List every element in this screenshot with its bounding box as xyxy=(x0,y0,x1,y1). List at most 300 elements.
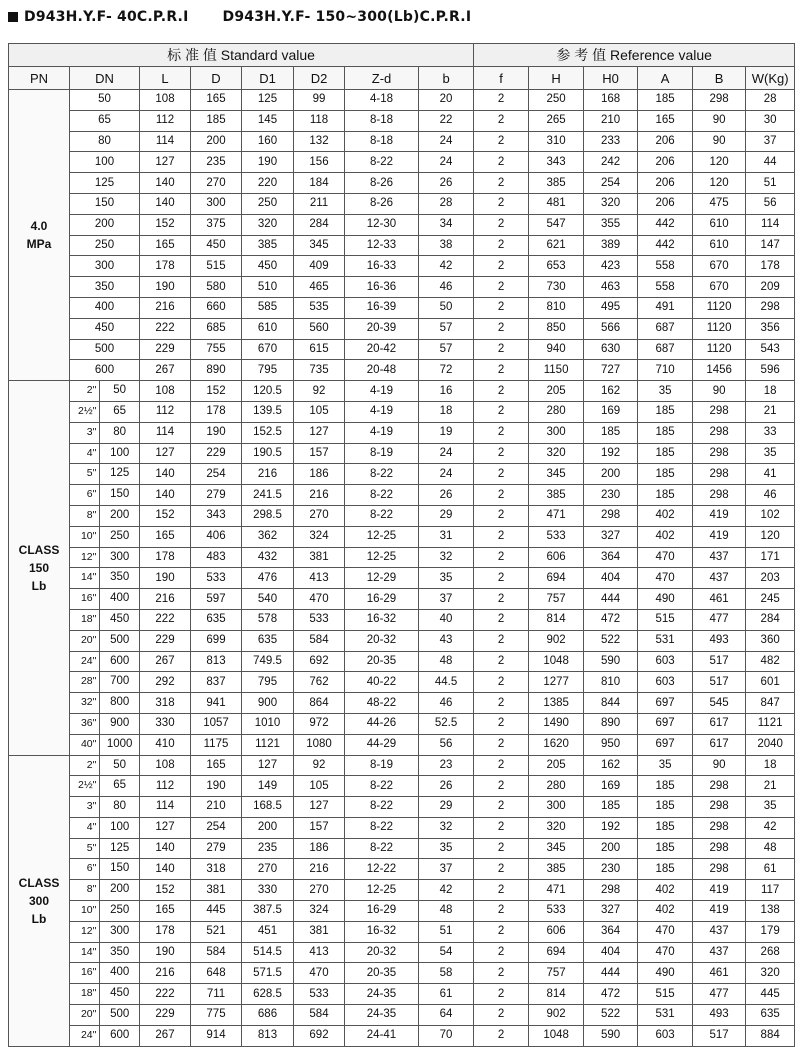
dn-mm: 80 xyxy=(113,800,127,813)
spec-table xyxy=(8,43,795,1047)
col-header: H0 xyxy=(584,67,638,90)
table-cell: 298 xyxy=(693,422,746,443)
table-cell: 168.5 xyxy=(242,797,294,818)
dn-inch: 18" xyxy=(70,610,100,630)
table-cell: 2 xyxy=(474,381,529,402)
table-cell: 972 xyxy=(294,713,345,734)
dn-cell xyxy=(70,713,140,734)
dn-inch: 5" xyxy=(70,839,100,859)
table-row xyxy=(9,901,795,922)
table-row xyxy=(9,339,795,360)
table-cell: 493 xyxy=(693,1005,746,1026)
table-cell: 360 xyxy=(746,630,795,651)
table-cell: 810 xyxy=(529,297,584,318)
table-cell: 270 xyxy=(294,505,345,526)
dn-inch: 8" xyxy=(70,880,100,900)
table-cell: 185 xyxy=(638,859,693,880)
table-cell: 711 xyxy=(191,984,242,1005)
table-cell: 40-22 xyxy=(345,672,419,693)
table-cell: 57 xyxy=(419,339,474,360)
dn-cell: 400 xyxy=(70,297,140,318)
table-cell: 185 xyxy=(638,776,693,797)
table-cell: 254 xyxy=(584,173,638,194)
dn-inch: 3" xyxy=(70,423,100,443)
table-cell: 710 xyxy=(638,360,693,381)
table-cell: 330 xyxy=(242,880,294,901)
table-cell: 615 xyxy=(294,339,345,360)
table-cell: 1120 xyxy=(693,318,746,339)
table-cell: 112 xyxy=(140,110,191,131)
dn-mm: 200 xyxy=(110,883,130,896)
table-cell: 617 xyxy=(693,713,746,734)
dn-mm: 65 xyxy=(113,779,127,792)
table-row xyxy=(9,110,795,131)
table-cell: 444 xyxy=(584,963,638,984)
table-cell: 12-22 xyxy=(345,859,419,880)
table-cell: 1277 xyxy=(529,672,584,693)
dn-mm: 400 xyxy=(110,592,130,605)
table-cell: 402 xyxy=(638,505,693,526)
col-header: PN xyxy=(9,67,70,90)
table-cell: 30 xyxy=(746,110,795,131)
table-cell: 48-22 xyxy=(345,693,419,714)
table-cell: 2 xyxy=(474,235,529,256)
table-cell: 419 xyxy=(693,901,746,922)
table-cell: 320 xyxy=(242,214,294,235)
col-header: f xyxy=(474,67,529,90)
table-cell: 185 xyxy=(638,443,693,464)
table-cell: 267 xyxy=(140,1025,191,1046)
table-cell: 670 xyxy=(693,277,746,298)
table-cell: 775 xyxy=(191,1005,242,1026)
table-cell: 279 xyxy=(191,838,242,859)
dn-mm: 125 xyxy=(110,841,130,854)
table-cell: 2 xyxy=(474,693,529,714)
table-cell: 37 xyxy=(746,131,795,152)
table-cell: 102 xyxy=(746,505,795,526)
table-cell: 406 xyxy=(191,526,242,547)
table-cell: 32 xyxy=(419,547,474,568)
table-cell: 140 xyxy=(140,464,191,485)
dn-inch: 2" xyxy=(70,381,100,401)
dn-cell: 300 xyxy=(70,256,140,277)
table-cell: 139.5 xyxy=(242,401,294,422)
col-header: W(Kg) xyxy=(746,67,795,90)
table-cell: 12-25 xyxy=(345,526,419,547)
dn-mm: 150 xyxy=(110,488,130,501)
table-cell: 2 xyxy=(474,1005,529,1026)
table-cell: 2 xyxy=(474,963,529,984)
table-cell: 558 xyxy=(638,256,693,277)
table-cell: 250 xyxy=(242,193,294,214)
table-cell: 543 xyxy=(746,339,795,360)
table-cell: 186 xyxy=(294,464,345,485)
table-cell: 522 xyxy=(584,1005,638,1026)
table-cell: 324 xyxy=(294,526,345,547)
table-cell: 44-29 xyxy=(345,734,419,755)
table-cell: 404 xyxy=(584,942,638,963)
dn-cell: 65 xyxy=(70,110,140,131)
table-cell: 324 xyxy=(294,901,345,922)
table-cell: 320 xyxy=(746,963,795,984)
table-cell: 510 xyxy=(242,277,294,298)
table-cell: 171 xyxy=(746,547,795,568)
table-cell: 18 xyxy=(746,381,795,402)
table-cell: 735 xyxy=(294,360,345,381)
dn-cell xyxy=(70,485,140,506)
table-cell: 515 xyxy=(638,984,693,1005)
table-cell: 694 xyxy=(529,568,584,589)
table-cell: 20-35 xyxy=(345,651,419,672)
dn-inch: 8" xyxy=(70,506,100,526)
table-cell: 90 xyxy=(693,110,746,131)
table-cell: 42 xyxy=(746,817,795,838)
col-header: L xyxy=(140,67,191,90)
table-cell: 222 xyxy=(140,984,191,1005)
table-cell: 20-35 xyxy=(345,963,419,984)
dn-inch: 14" xyxy=(70,943,100,963)
dn-inch: 24" xyxy=(70,1026,100,1046)
table-cell: 1120 xyxy=(693,297,746,318)
table-cell: 162 xyxy=(584,755,638,776)
table-cell: 356 xyxy=(746,318,795,339)
table-cell: 112 xyxy=(140,401,191,422)
table-cell: 1385 xyxy=(529,693,584,714)
table-cell: 517 xyxy=(693,1025,746,1046)
table-cell: 4-19 xyxy=(345,422,419,443)
table-cell: 46 xyxy=(746,485,795,506)
col-header: DN xyxy=(70,67,140,90)
table-cell: 490 xyxy=(638,963,693,984)
table-cell: 200 xyxy=(191,131,242,152)
table-cell: 630 xyxy=(584,339,638,360)
table-cell: 610 xyxy=(693,214,746,235)
table-cell: 114 xyxy=(746,214,795,235)
table-cell: 298 xyxy=(693,776,746,797)
table-cell: 152 xyxy=(140,880,191,901)
dn-mm: 100 xyxy=(110,446,130,459)
table-cell: 755 xyxy=(191,339,242,360)
dn-inch: 24" xyxy=(70,652,100,672)
table-cell: 491 xyxy=(638,297,693,318)
dn-mm: 400 xyxy=(110,966,130,979)
table-cell: 515 xyxy=(638,609,693,630)
table-cell: 229 xyxy=(140,630,191,651)
table-cell: 864 xyxy=(294,693,345,714)
table-cell: 35 xyxy=(638,755,693,776)
table-cell: 279 xyxy=(191,485,242,506)
table-cell: 850 xyxy=(529,318,584,339)
table-cell: 140 xyxy=(140,193,191,214)
table-cell: 20 xyxy=(419,90,474,111)
pn-group-label-line: Lb xyxy=(31,911,47,926)
dn-cell xyxy=(70,547,140,568)
table-cell: 26 xyxy=(419,173,474,194)
table-cell: 230 xyxy=(584,485,638,506)
table-cell: 2 xyxy=(474,630,529,651)
table-cell: 635 xyxy=(746,1005,795,1026)
table-cell: 120 xyxy=(746,526,795,547)
table-cell: 2 xyxy=(474,277,529,298)
table-cell: 186 xyxy=(294,838,345,859)
table-cell: 216 xyxy=(242,464,294,485)
table-cell: 35 xyxy=(419,838,474,859)
table-cell: 757 xyxy=(529,589,584,610)
table-cell: 16-36 xyxy=(345,277,419,298)
dn-cell: 50 xyxy=(70,90,140,111)
dn-mm: 500 xyxy=(110,1008,130,1021)
table-cell: 51 xyxy=(746,173,795,194)
table-cell: 345 xyxy=(529,838,584,859)
table-cell: 185 xyxy=(191,110,242,131)
table-cell: 635 xyxy=(242,630,294,651)
table-cell: 12-29 xyxy=(345,568,419,589)
table-cell: 20-39 xyxy=(345,318,419,339)
table-row xyxy=(9,651,795,672)
table-cell: 540 xyxy=(242,589,294,610)
dn-cell xyxy=(70,963,140,984)
table-cell: 2 xyxy=(474,401,529,422)
table-cell: 1057 xyxy=(191,713,242,734)
table-cell: 185 xyxy=(638,464,693,485)
table-cell: 694 xyxy=(529,942,584,963)
table-row xyxy=(9,214,795,235)
table-cell: 169 xyxy=(584,776,638,797)
dn-inch: 10" xyxy=(70,901,100,921)
table-cell: 229 xyxy=(191,443,242,464)
table-cell: 2 xyxy=(474,880,529,901)
table-cell: 235 xyxy=(191,152,242,173)
table-cell: 16 xyxy=(419,381,474,402)
table-row xyxy=(9,776,795,797)
table-cell: 20-32 xyxy=(345,942,419,963)
table-cell: 190 xyxy=(140,277,191,298)
table-row xyxy=(9,422,795,443)
table-cell: 762 xyxy=(294,672,345,693)
table-cell: 1175 xyxy=(191,734,242,755)
table-cell: 603 xyxy=(638,672,693,693)
table-cell: 28 xyxy=(419,193,474,214)
table-cell: 2040 xyxy=(746,734,795,755)
pn-group-label-line: 4.0 xyxy=(30,219,48,234)
table-cell: 90 xyxy=(693,755,746,776)
table-cell: 345 xyxy=(529,464,584,485)
table-cell: 493 xyxy=(693,630,746,651)
dn-cell xyxy=(70,609,140,630)
table-cell: 209 xyxy=(746,277,795,298)
table-cell: 108 xyxy=(140,90,191,111)
table-cell: 206 xyxy=(638,152,693,173)
table-cell: 330 xyxy=(140,713,191,734)
table-row xyxy=(9,755,795,776)
table-cell: 19 xyxy=(419,422,474,443)
dn-mm: 1000 xyxy=(106,737,133,750)
table-row xyxy=(9,589,795,610)
dn-mm: 450 xyxy=(110,987,130,1000)
table-cell: 1048 xyxy=(529,651,584,672)
dn-cell xyxy=(70,443,140,464)
table-cell: 280 xyxy=(529,401,584,422)
table-cell: 2 xyxy=(474,110,529,131)
table-cell: 12-25 xyxy=(345,880,419,901)
table-cell: 437 xyxy=(693,921,746,942)
table-cell: 41 xyxy=(746,464,795,485)
table-cell: 450 xyxy=(242,256,294,277)
table-cell: 235 xyxy=(242,838,294,859)
table-cell: 660 xyxy=(191,297,242,318)
table-row xyxy=(9,318,795,339)
table-cell: 442 xyxy=(638,214,693,235)
table-cell: 648 xyxy=(191,963,242,984)
table-cell: 64 xyxy=(419,1005,474,1026)
table-cell: 298 xyxy=(693,817,746,838)
table-cell: 687 xyxy=(638,339,693,360)
table-cell: 844 xyxy=(584,693,638,714)
table-cell: 185 xyxy=(638,422,693,443)
dn-cell xyxy=(70,464,140,485)
table-cell: 320 xyxy=(584,193,638,214)
table-cell: 533 xyxy=(294,984,345,1005)
table-cell: 138 xyxy=(746,901,795,922)
table-cell: 23 xyxy=(419,755,474,776)
table-cell: 265 xyxy=(529,110,584,131)
table-cell: 35 xyxy=(638,381,693,402)
table-cell: 566 xyxy=(584,318,638,339)
table-cell: 606 xyxy=(529,547,584,568)
dn-cell xyxy=(70,651,140,672)
table-cell: 596 xyxy=(746,360,795,381)
table-cell: 8-22 xyxy=(345,505,419,526)
table-cell: 381 xyxy=(191,880,242,901)
table-cell: 300 xyxy=(191,193,242,214)
table-cell: 8-18 xyxy=(345,110,419,131)
table-cell: 185 xyxy=(638,401,693,422)
table-cell: 216 xyxy=(294,485,345,506)
dn-inch: 5" xyxy=(70,464,100,484)
dn-cell xyxy=(70,422,140,443)
table-cell: 2 xyxy=(474,173,529,194)
table-cell: 203 xyxy=(746,568,795,589)
table-cell: 1456 xyxy=(693,360,746,381)
standard-value-header: 标 准 值 Standard value xyxy=(9,44,474,67)
table-cell: 465 xyxy=(294,277,345,298)
table-cell: 837 xyxy=(191,672,242,693)
table-cell: 470 xyxy=(638,568,693,589)
dn-inch: 20" xyxy=(70,1005,100,1025)
table-cell: 4-19 xyxy=(345,381,419,402)
table-cell: 220 xyxy=(242,173,294,194)
pn-group-label-line: 300 xyxy=(28,893,50,908)
table-cell: 318 xyxy=(191,859,242,880)
table-cell: 389 xyxy=(584,235,638,256)
table-cell: 57 xyxy=(419,318,474,339)
table-cell: 477 xyxy=(693,609,746,630)
dn-inch: 40" xyxy=(70,735,100,755)
table-cell: 229 xyxy=(140,339,191,360)
table-cell: 298.5 xyxy=(242,505,294,526)
table-cell: 628.5 xyxy=(242,984,294,1005)
table-cell: 185 xyxy=(584,797,638,818)
dn-mm: 800 xyxy=(110,696,130,709)
table-cell: 941 xyxy=(191,693,242,714)
table-cell: 685 xyxy=(191,318,242,339)
table-cell: 471 xyxy=(529,880,584,901)
dn-cell xyxy=(70,838,140,859)
table-row xyxy=(9,152,795,173)
table-cell: 385 xyxy=(529,173,584,194)
table-cell: 20-48 xyxy=(345,360,419,381)
table-cell: 192 xyxy=(584,443,638,464)
table-cell: 127 xyxy=(140,443,191,464)
table-cell: 402 xyxy=(638,880,693,901)
table-cell: 4-18 xyxy=(345,90,419,111)
col-header: b xyxy=(419,67,474,90)
table-row xyxy=(9,485,795,506)
table-cell: 229 xyxy=(140,1005,191,1026)
table-cell: 310 xyxy=(529,131,584,152)
table-cell: 601 xyxy=(746,672,795,693)
dn-mm: 150 xyxy=(110,862,130,875)
table-cell: 404 xyxy=(584,568,638,589)
table-cell: 118 xyxy=(294,110,345,131)
table-cell: 318 xyxy=(140,693,191,714)
table-cell: 205 xyxy=(529,381,584,402)
table-row xyxy=(9,547,795,568)
dn-cell xyxy=(70,942,140,963)
dn-mm: 350 xyxy=(110,571,130,584)
table-cell: 590 xyxy=(584,1025,638,1046)
table-cell: 22 xyxy=(419,110,474,131)
table-cell: 571.5 xyxy=(242,963,294,984)
table-cell: 43 xyxy=(419,630,474,651)
table-cell: 127 xyxy=(140,817,191,838)
table-cell: 692 xyxy=(294,1025,345,1046)
table-cell: 2 xyxy=(474,443,529,464)
table-cell: 413 xyxy=(294,942,345,963)
table-cell: 190.5 xyxy=(242,443,294,464)
table-cell: 757 xyxy=(529,963,584,984)
dn-inch: 10" xyxy=(70,527,100,547)
table-cell: 210 xyxy=(584,110,638,131)
table-cell: 145 xyxy=(242,110,294,131)
table-cell: 152 xyxy=(191,381,242,402)
col-header: Z-d xyxy=(345,67,419,90)
table-cell: 495 xyxy=(584,297,638,318)
table-row xyxy=(9,963,795,984)
dn-cell xyxy=(70,381,140,402)
table-cell: 413 xyxy=(294,568,345,589)
table-cell: 355 xyxy=(584,214,638,235)
table-cell: 46 xyxy=(419,693,474,714)
table-cell: 697 xyxy=(638,693,693,714)
table-cell: 545 xyxy=(693,693,746,714)
table-cell: 730 xyxy=(529,277,584,298)
table-cell: 200 xyxy=(584,838,638,859)
table-row xyxy=(9,838,795,859)
dn-inch: 16" xyxy=(70,589,100,609)
table-cell: 160 xyxy=(242,131,294,152)
table-cell: 254 xyxy=(191,464,242,485)
table-cell: 117 xyxy=(746,880,795,901)
table-row xyxy=(9,817,795,838)
table-row xyxy=(9,505,795,526)
dn-cell: 150 xyxy=(70,193,140,214)
table-cell: 8-22 xyxy=(345,838,419,859)
table-body xyxy=(9,90,795,1047)
table-cell: 533 xyxy=(191,568,242,589)
table-cell: 12-33 xyxy=(345,235,419,256)
table-cell: 8-22 xyxy=(345,464,419,485)
